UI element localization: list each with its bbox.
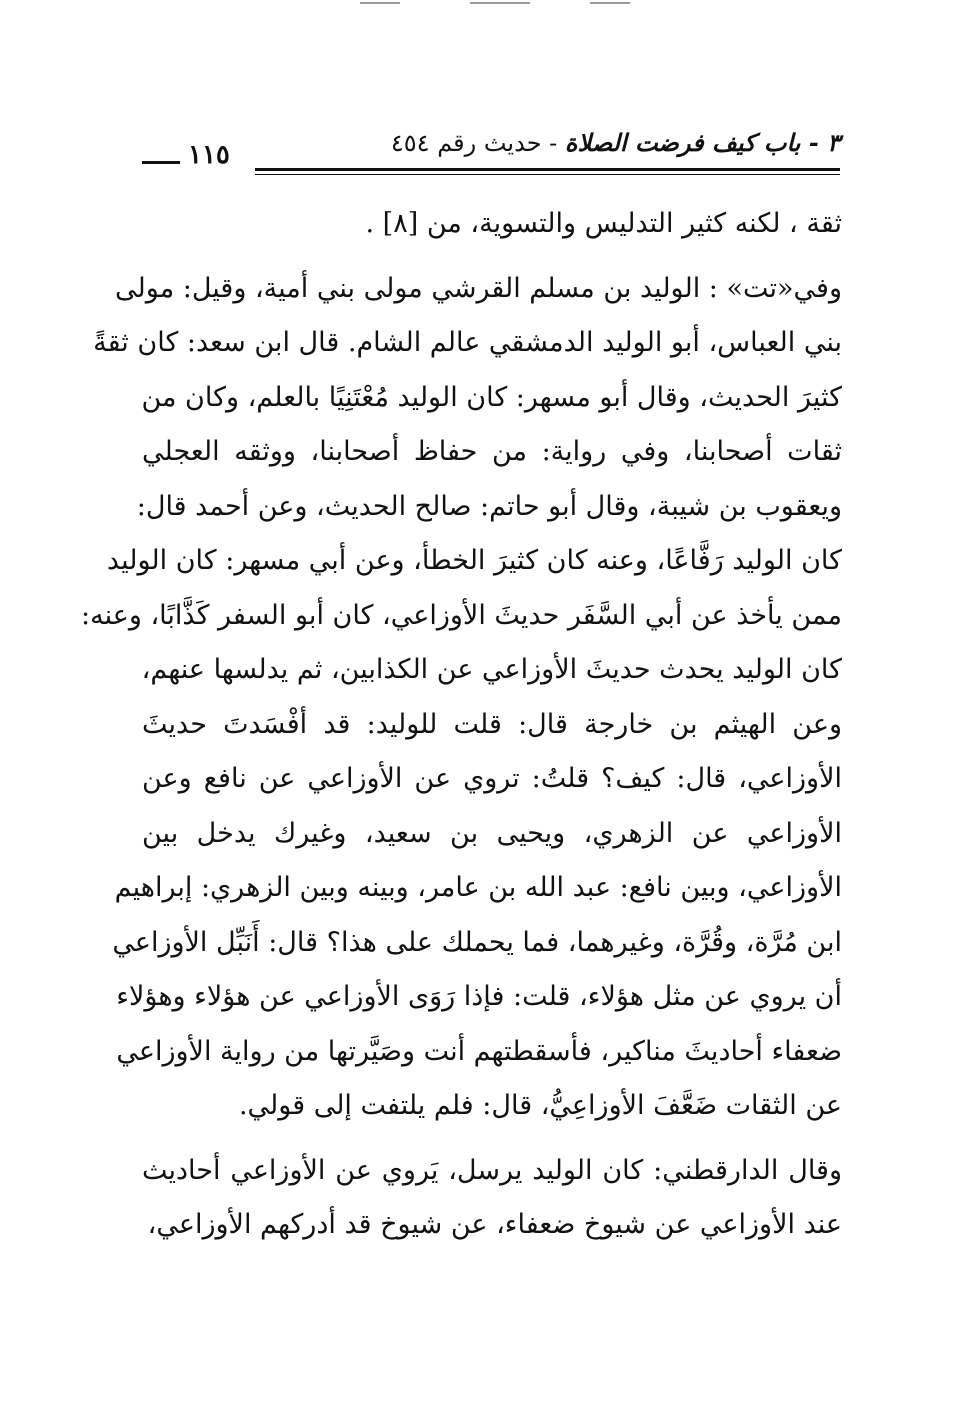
title-separator: -: [541, 129, 565, 157]
text-line: وفي«تت» : الوليد بن مسلم القرشي مولى بني أمية، وقيل: مولى: [115, 272, 842, 304]
text-line: كان الوليد يحدث حديثَ الأوزاعي عن الكذابين، ثم يدلسها عنهم،: [141, 654, 842, 685]
paragraph-gap: [142, 252, 842, 262]
chapter-title: ٣ - باب كيف فرضت الصلاة: [564, 128, 840, 157]
text-line: كثيرَ الحديث، وقال أبو مسهر: كان الوليد مُعْتَنِيًا بالعلم، وكان من: [141, 381, 842, 413]
text-line: بني العباس، أبو الوليد الدمشقي عالم الشام. قال ابن سعد: كان ثقةً: [93, 327, 842, 358]
text-line: الأوزاعي، قال: كيف؟ قلتُ: تروي عن الأوزاعي عن نافع وعن: [142, 763, 842, 794]
page-header: [140, 128, 840, 178]
text-line: ويعقوب بن شيبة، وقال أبو حاتم: صالح الحديث، وعن أحمد قال:: [136, 490, 842, 522]
text-line: ثقة ، لكنه كثير التدليس والتسوية، من [٨] .: [365, 208, 842, 239]
header-rule-thick: [255, 168, 840, 171]
text-line: ممن يأخذ عن أبي السَّفَر حديثَ الأوزاعي، كان أبو السفر كَذَّابًا، وعنه:: [81, 599, 842, 631]
text-line: ابن مُرَّة، وقُرَّة، وغيرهما، فما يحملك على هذا؟ قال: أَنَبِّل الأوزاعي: [112, 926, 842, 958]
paragraph: [81, 262, 842, 1134]
text-line: الأوزاعي عن الزهري، ويحيى بن سعيد، وغيرك يدخل بين: [142, 817, 842, 849]
text-line: وقال الدارقطني: كان الوليد يرسل، يَروي عن الأوزاعي أحاديث: [142, 1154, 842, 1186]
page-number: ١١٥: [188, 140, 230, 170]
text-line: كان الوليد رَفَّاعًا، وعنه كان كثيرَ الخطأ، وعن أبي مسهر: كان الوليد: [106, 545, 842, 576]
text-line: الأوزاعي، وبين نافع: عبد الله بن عامر، وبينه وبين الزهري: إبراهيم: [114, 872, 842, 903]
paragraph-gap: [142, 1134, 842, 1144]
body-text: [81, 197, 842, 1253]
text-line: ثقات أصحابنا، وفي رواية: من حفاظ أصحابنا، ووثقه العجلي: [142, 436, 842, 467]
scan-edge-marks: [360, 2, 630, 8]
text-line: عن الثقات ضَعَّفَ الأوزاعِيُّ، قال: فلم يلتفت إلى قولي.: [238, 1090, 842, 1121]
text-line: أن يروي عن مثل هؤلاء، قلت: فإذا رَوَى الأوزاعي عن هؤلاء وهؤلاء: [116, 981, 842, 1012]
text-line: ضعفاء أحاديثَ مناكير، فأسقطتهم أنت وصَيَّرتها من رواية الأوزاعي: [116, 1035, 842, 1067]
paragraph: [142, 197, 842, 252]
text-line: وعن الهيثم بن خارجة قال: قلت للوليد: قد أفْسَدتَ حديثَ: [142, 708, 842, 740]
text-line: عند الأوزاعي عن شيوخ ضعفاء، عن شيوخ قد أدركهم الأوزاعي،: [147, 1209, 842, 1240]
page-number-dash: [142, 161, 180, 164]
hadith-number: حديث رقم ٤٥٤: [390, 129, 542, 157]
header-rule-thin: [255, 174, 840, 175]
running-title: [391, 128, 840, 157]
paragraph: [142, 1144, 842, 1253]
